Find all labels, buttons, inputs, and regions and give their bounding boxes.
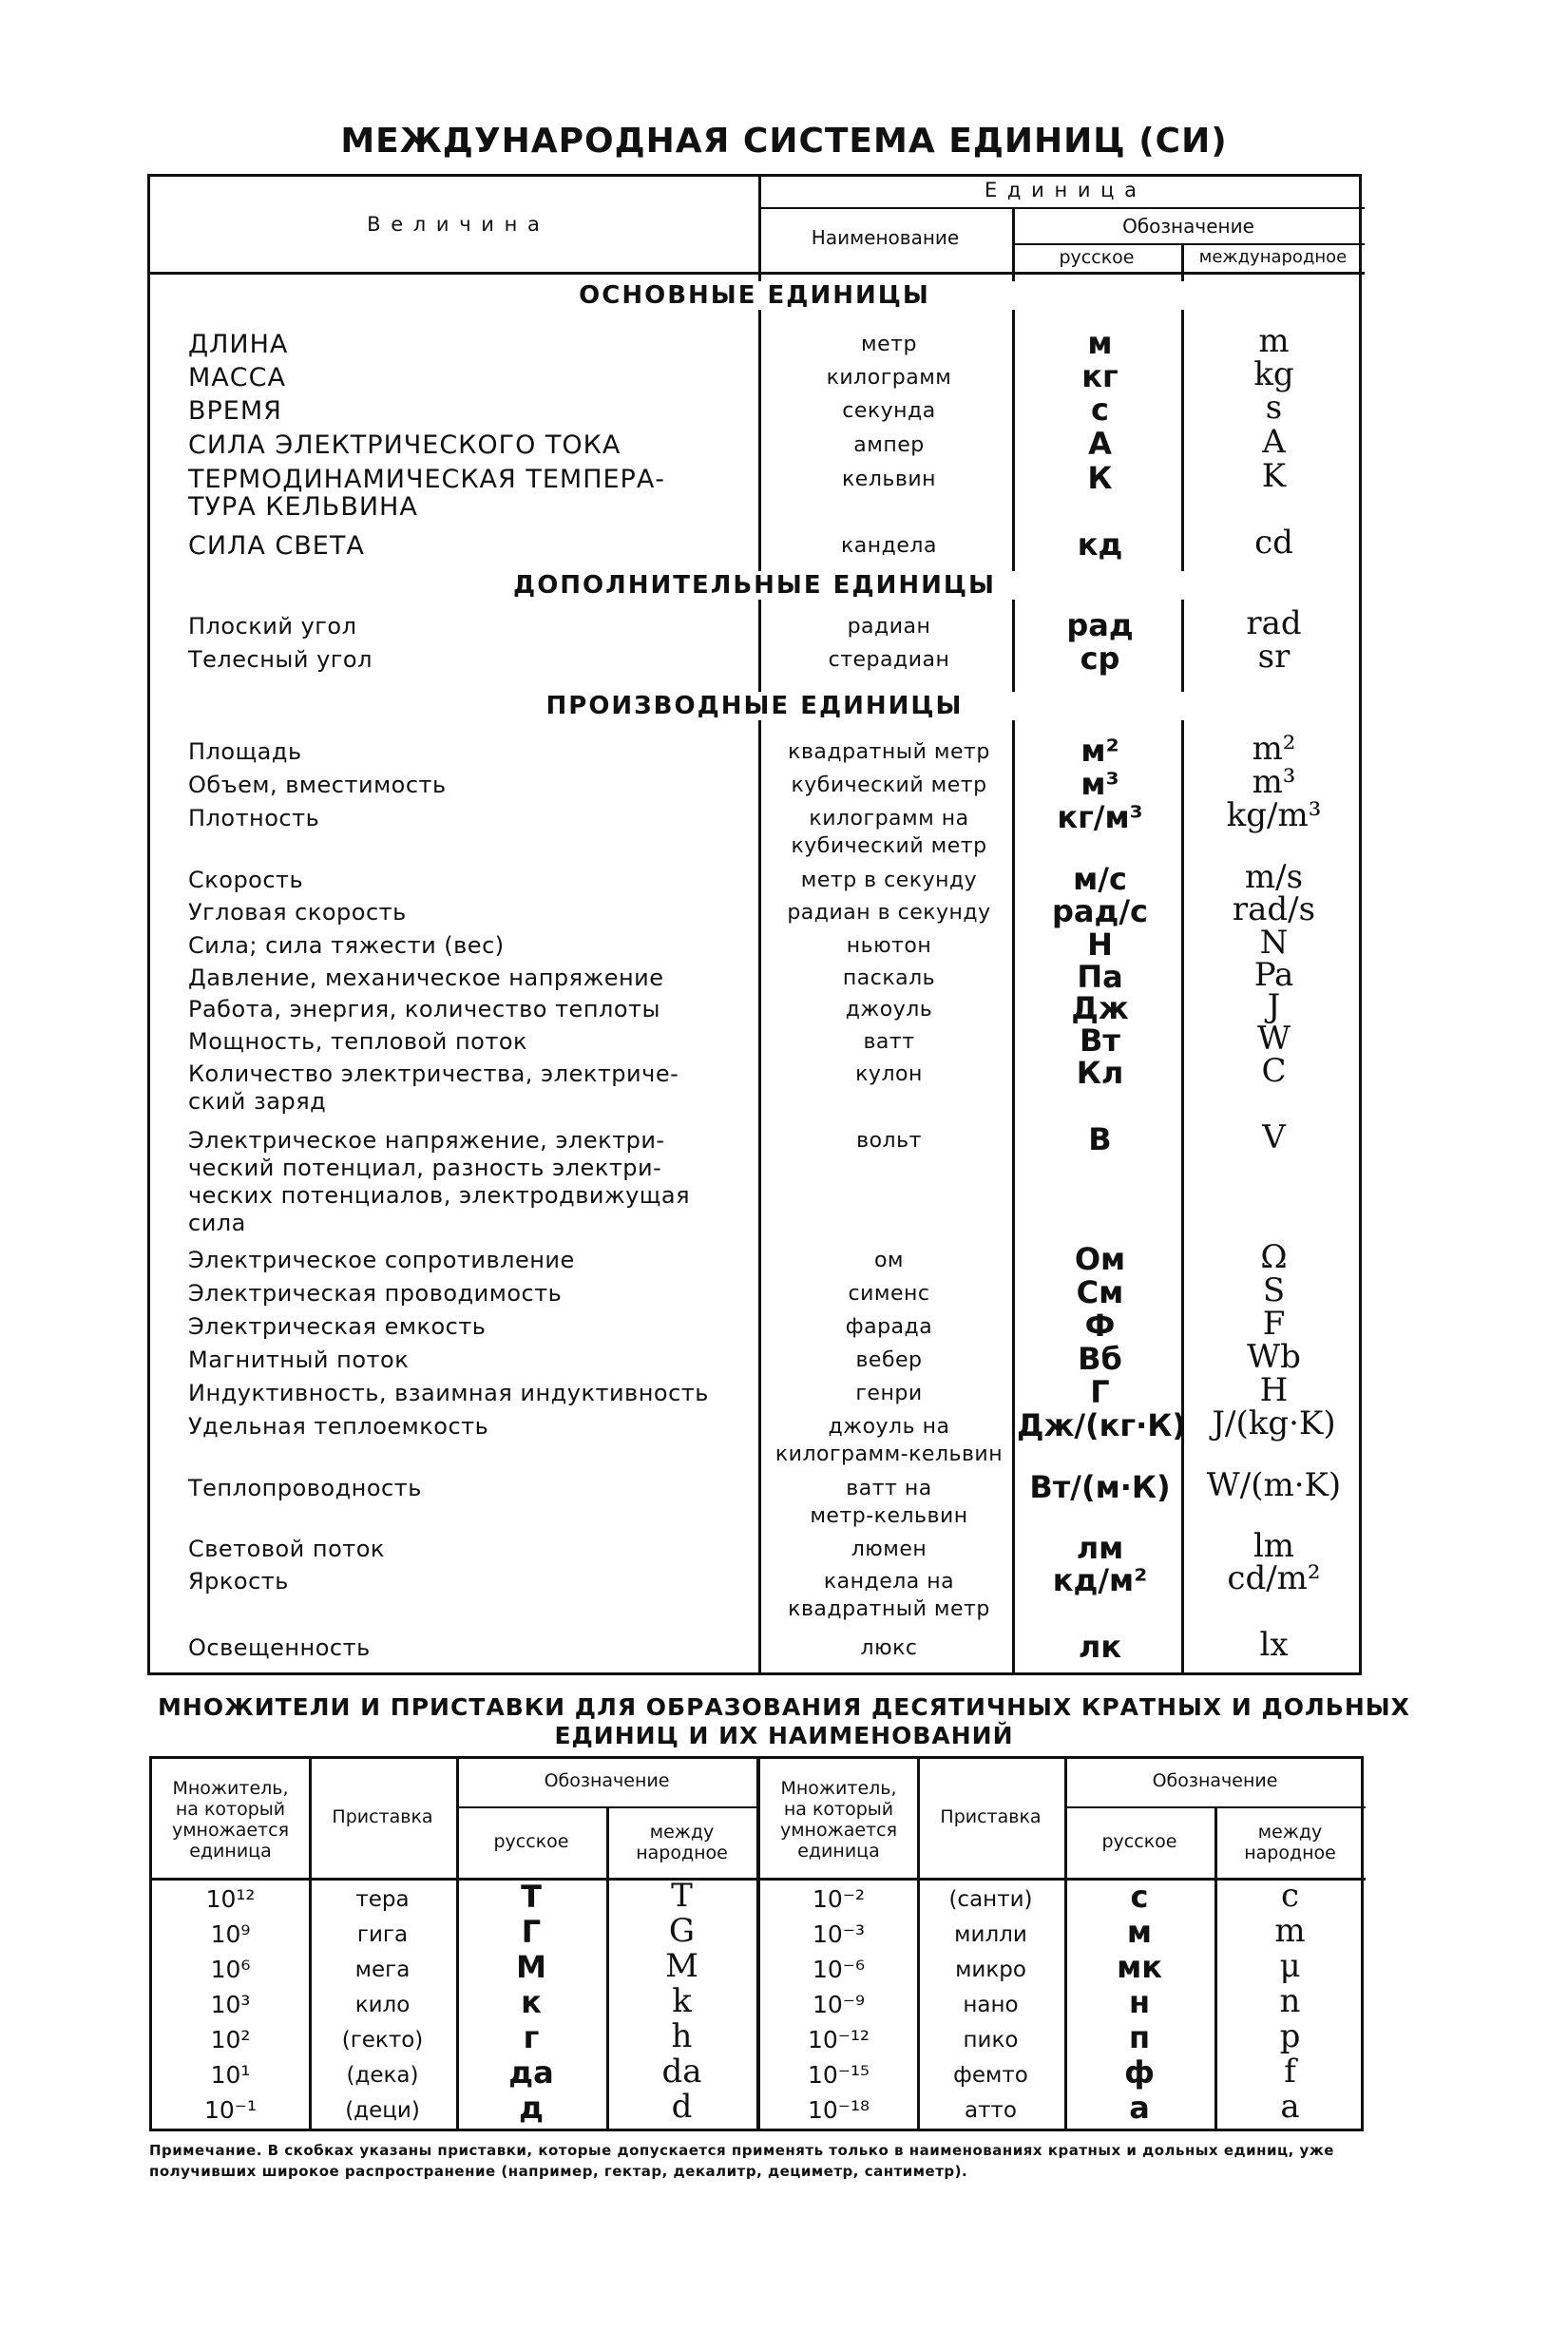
prefix-header-multiplier: Множитель, на который умножается единица	[171, 1778, 290, 1862]
russian-symbol-cell: лм	[1076, 1530, 1124, 1566]
multiplier-cell: 10⁻¹⁵	[807, 2061, 870, 2089]
prefix-header-designation: Обозначение	[544, 1770, 670, 1791]
prefix-cell: гига	[356, 1922, 409, 1947]
header-unit: Е д и н и ц а	[984, 179, 1139, 201]
international-symbol-cell: W	[1257, 1020, 1291, 1058]
russian-symbol-cell: с	[1091, 392, 1109, 428]
international-symbol-cell: C	[1261, 1052, 1287, 1090]
prefix-table	[149, 1756, 1364, 2131]
quantity-cell: Телесный угол	[188, 646, 373, 673]
russian-symbol-cell: Вт	[1080, 1022, 1120, 1059]
international-symbol-cell: N	[1259, 924, 1289, 962]
international-symbol-cell: W/(m·K)	[1206, 1466, 1342, 1504]
prefix-header-international: между народное	[1244, 1822, 1336, 1863]
multiplier-cell: 10⁻²	[812, 1885, 866, 1913]
unit-name-cell: ампер	[853, 433, 925, 457]
prefix-russian-cell: мк	[1117, 1949, 1162, 1985]
russian-symbol-cell: Дж	[1071, 990, 1129, 1026]
international-symbol-cell: m²	[1252, 730, 1296, 768]
quantity-cell: Мощность, тепловой поток	[188, 1028, 527, 1055]
russian-symbol-cell: А	[1088, 426, 1112, 462]
section-heading: ОСНОВНЫЕ ЕДИНИЦЫ	[150, 281, 1359, 310]
unit-name-cell: сименс	[848, 1282, 930, 1306]
prefix-international-cell: T	[671, 1877, 693, 1915]
international-symbol-cell: Ω	[1260, 1238, 1288, 1276]
multiplier-cell: 10⁻¹	[203, 2096, 258, 2124]
unit-name-cell: кулон	[855, 1062, 923, 1086]
si-units-table	[147, 174, 1362, 1675]
section-heading: ДОПОЛНИТЕЛЬНЫЕ ЕДИНИЦЫ	[150, 571, 1359, 600]
prefix-international-cell: c	[1280, 1877, 1300, 1915]
prefix-international-cell: a	[1280, 2088, 1300, 2126]
international-symbol-cell: S	[1262, 1271, 1286, 1309]
prefix-cell: пико	[963, 2028, 1019, 2053]
international-symbol-cell: rad	[1246, 604, 1302, 642]
russian-symbol-cell: м/с	[1073, 861, 1127, 897]
quantity-cell: Освещенность	[188, 1634, 371, 1661]
unit-name-cell: джоуль на килограмм-кельвин	[774, 1415, 1004, 1466]
prefix-cell: кило	[354, 1993, 411, 2017]
prefix-russian-cell: н	[1128, 1984, 1151, 2020]
multiplier-cell: 10⁶	[210, 1956, 251, 1983]
unit-name-cell: метр	[861, 333, 917, 356]
prefix-russian-cell: п	[1128, 2019, 1151, 2055]
prefix-international-cell: d	[671, 2088, 693, 2126]
quantity-cell: Яркость	[188, 1568, 289, 1595]
russian-symbol-cell: рад/с	[1052, 893, 1148, 929]
russian-symbol-cell: рад	[1066, 607, 1134, 643]
header-designation: Обозначение	[1122, 215, 1254, 238]
russian-symbol-cell: м³	[1080, 766, 1119, 802]
international-symbol-cell: Pa	[1253, 956, 1294, 994]
quantity-cell: Давление, механическое напряжение	[188, 964, 664, 991]
divider	[150, 272, 1365, 275]
unit-name-cell: люкс	[860, 1636, 918, 1660]
quantity-cell: Объем, вместимость	[188, 772, 447, 798]
quantity-cell: Индуктивность, взаимная индуктивность	[188, 1380, 709, 1406]
international-symbol-cell: Wb	[1247, 1338, 1301, 1376]
russian-symbol-cell: К	[1087, 460, 1113, 496]
unit-name-cell: квадратный метр	[788, 740, 990, 764]
quantity-cell: Скорость	[188, 867, 304, 893]
prefix-cell: (деци)	[345, 2098, 420, 2123]
multiplier-cell: 10²	[210, 2026, 251, 2053]
multiplier-cell: 10¹	[210, 2061, 251, 2089]
prefix-international-cell: h	[671, 2017, 693, 2055]
international-symbol-cell: V	[1262, 1118, 1286, 1156]
prefix-international-cell: k	[672, 1982, 692, 2020]
prefix-header-prefix: Приставка	[332, 1806, 433, 1827]
quantity-cell: ВРЕМЯ	[188, 396, 282, 426]
unit-name-cell: кандела	[841, 534, 937, 558]
quantity-cell: Электрическое сопротивление	[188, 1247, 575, 1273]
quantity-cell: ТЕРМОДИНАМИЧЕСКАЯ ТЕМПЕРА- ТУРА КЕЛЬВИНА	[188, 465, 666, 522]
russian-symbol-cell: м²	[1080, 733, 1119, 769]
header-international: международное	[1198, 247, 1348, 267]
russian-symbol-cell: кг/м³	[1057, 799, 1143, 835]
international-symbol-cell: sr	[1257, 638, 1291, 676]
international-symbol-cell: lx	[1259, 1626, 1289, 1664]
quantity-cell: Работа, энергия, количество теплоты	[188, 996, 660, 1022]
unit-name-cell: генри	[855, 1382, 923, 1405]
russian-symbol-cell: Вб	[1078, 1341, 1122, 1377]
multiplier-cell: 10⁻⁶	[812, 1956, 866, 1983]
divider	[758, 207, 1365, 209]
multiplier-cell: 10⁻⁹	[812, 1991, 866, 2018]
multiplier-cell: 10⁹	[210, 1920, 251, 1948]
international-symbol-cell: F	[1262, 1305, 1286, 1343]
header-russian: русское	[1059, 247, 1135, 268]
quantity-cell: Световой поток	[188, 1536, 385, 1562]
multiplier-cell: 10³	[210, 1991, 251, 2018]
quantity-cell: Сила; сила тяжести (вес)	[188, 932, 505, 959]
russian-symbol-cell: Кл	[1076, 1055, 1124, 1091]
multiplier-cell: 10¹²	[205, 1885, 256, 1913]
russian-symbol-cell: В	[1088, 1121, 1112, 1157]
prefix-cell: (гекто)	[341, 2028, 424, 2053]
russian-symbol-cell: Ф	[1084, 1308, 1116, 1344]
international-symbol-cell: m/s	[1244, 858, 1304, 896]
unit-name-cell: вебер	[855, 1348, 923, 1372]
prefix-russian-cell: ф	[1124, 2054, 1155, 2091]
prefix-russian-cell: м	[1126, 1914, 1153, 1950]
unit-name-cell: килограмм	[826, 366, 952, 390]
quantity-cell: Теплопроводность	[188, 1475, 422, 1501]
page-title: МЕЖДУНАРОДНАЯ СИСТЕМА ЕДИНИЦ (СИ)	[340, 122, 1228, 161]
unit-name-cell: кельвин	[842, 468, 936, 491]
prefix-russian-cell: с	[1130, 1879, 1149, 1915]
russian-symbol-cell: м	[1087, 325, 1113, 361]
russian-symbol-cell: кд	[1077, 526, 1123, 563]
prefix-header-international: между народное	[636, 1822, 728, 1863]
multiplier-cell: 10⁻³	[812, 1920, 866, 1948]
divider	[1012, 243, 1365, 245]
prefix-cell: (санти)	[948, 1887, 1033, 1912]
prefix-header-prefix: Приставка	[940, 1806, 1042, 1827]
unit-name-cell: радиан в секунду	[787, 901, 991, 925]
russian-symbol-cell: Г	[1090, 1374, 1110, 1410]
multiplier-cell: 10⁻¹²	[807, 2026, 870, 2053]
quantity-cell: Количество электричества, электриче- ский заряд	[188, 1060, 679, 1115]
prefix-russian-cell: а	[1129, 2090, 1150, 2126]
prefix-international-cell: m	[1274, 1912, 1306, 1950]
quantity-cell: Угловая скорость	[188, 899, 407, 926]
unit-name-cell: джоуль	[845, 998, 933, 1022]
prefix-title: МНОЖИТЕЛИ И ПРИСТАВКИ ДЛЯ ОБРАЗОВАНИЯ ДЕСЯТИЧНЫХ КРАТНЫХ И ДОЛЬНЫХ ЕДИНИЦ И ИХ НАИМЕНОВАНИЙ	[158, 1693, 1410, 1749]
quantity-cell: ДЛИНА	[188, 330, 289, 359]
footnote: Примечание. В скобках указаны приставки, которые допускается применять только в наименованиях кратных и дольных единиц, уже получивших широкое распространение (например, гектар, декалитр, дециметр, сантиметр).	[149, 2142, 1334, 2180]
unit-name-cell: ватт на метр-кельвин	[810, 1477, 968, 1528]
international-symbol-cell: s	[1265, 389, 1283, 427]
divider	[456, 1806, 757, 1808]
prefix-header-russian: русское	[493, 1831, 569, 1852]
prefix-international-cell: G	[668, 1912, 696, 1950]
prefix-russian-cell: к	[521, 1984, 542, 2020]
header-name: Наименование	[811, 226, 960, 249]
divider	[152, 1878, 757, 1881]
russian-symbol-cell: Вт/(м·К)	[1029, 1469, 1171, 1505]
prefix-cell: тера	[355, 1887, 410, 1912]
prefix-international-cell: da	[661, 2053, 702, 2091]
prefix-russian-cell: да	[508, 2054, 554, 2091]
multiplier-cell: 10⁻¹⁸	[807, 2096, 870, 2124]
unit-name-cell: кубический метр	[791, 773, 987, 797]
russian-symbol-cell: Ом	[1074, 1241, 1126, 1277]
unit-name-cell: кандела на квадратный метр	[788, 1570, 990, 1621]
prefix-cell: фемто	[953, 2063, 1028, 2088]
prefix-header-designation: Обозначение	[1152, 1770, 1278, 1791]
prefix-cell: микро	[955, 1958, 1026, 1982]
international-symbol-cell: m	[1258, 322, 1290, 360]
russian-symbol-cell: Па	[1077, 959, 1123, 995]
prefix-cell: (дека)	[346, 2063, 419, 2088]
international-symbol-cell: A	[1262, 423, 1286, 461]
quantity-cell: Плотность	[188, 805, 320, 831]
unit-name-cell: стерадиан	[828, 648, 950, 672]
prefix-header-russian: русское	[1101, 1831, 1177, 1852]
unit-name-cell: фарада	[845, 1315, 933, 1339]
divider	[760, 1878, 1366, 1881]
international-symbol-cell: kg	[1253, 355, 1294, 393]
prefix-cell: мега	[354, 1958, 411, 1982]
russian-symbol-cell: См	[1076, 1274, 1124, 1310]
unit-name-cell: паскаль	[842, 966, 936, 990]
unit-name-cell: вольт	[856, 1129, 922, 1153]
unit-name-cell: ом	[873, 1249, 905, 1272]
prefix-international-cell: M	[665, 1947, 698, 1985]
international-symbol-cell: cd/m²	[1227, 1559, 1321, 1597]
quantity-cell: СИЛА СВЕТА	[188, 531, 365, 561]
unit-name-cell: секунда	[842, 399, 936, 423]
quantity-cell: Электрическое напряжение, электри- ческий потенциал, разность электри- ческих потенциалов, электродвижущая сила	[188, 1127, 691, 1236]
quantity-cell: Электрическая емкость	[188, 1313, 487, 1340]
section-heading: ПРОИЗВОДНЫЕ ЕДИНИЦЫ	[150, 692, 1359, 720]
prefix-international-cell: f	[1284, 2053, 1296, 2091]
quantity-cell: Магнитный поток	[188, 1346, 410, 1373]
prefix-cell: милли	[954, 1922, 1027, 1947]
quantity-cell: МАССА	[188, 363, 286, 392]
prefix-cell: атто	[965, 2098, 1017, 2123]
russian-symbol-cell: лк	[1078, 1629, 1122, 1665]
quantity-cell: Плоский угол	[188, 613, 357, 640]
header-quantity: В е л и ч и н а	[367, 213, 542, 236]
quantity-cell: Площадь	[188, 738, 302, 765]
international-symbol-cell: K	[1261, 457, 1287, 495]
unit-name-cell: радиан	[847, 615, 931, 639]
prefix-international-cell: μ	[1279, 1947, 1301, 1985]
prefix-russian-cell: Т	[521, 1879, 542, 1915]
unit-name-cell: ватт	[863, 1030, 915, 1054]
unit-name-cell: метр в секунду	[800, 869, 978, 892]
prefix-cell: нано	[963, 1993, 1019, 2017]
prefix-international-cell: p	[1279, 2017, 1301, 2055]
international-symbol-cell: lm	[1252, 1527, 1295, 1565]
russian-symbol-cell: кд/м²	[1052, 1562, 1148, 1598]
unit-name-cell: килограмм на кубический метр	[791, 807, 987, 858]
unit-name-cell: люмен	[851, 1537, 927, 1561]
prefix-russian-cell: Г	[521, 1914, 542, 1950]
unit-name-cell: ньютон	[846, 934, 932, 958]
international-symbol-cell: cd	[1254, 524, 1293, 562]
russian-symbol-cell: кг	[1081, 358, 1119, 394]
international-symbol-cell: J	[1267, 987, 1281, 1025]
prefix-russian-cell: г	[523, 2019, 540, 2055]
russian-symbol-cell: ср	[1080, 640, 1120, 677]
quantity-cell: Электрическая проводимость	[188, 1280, 563, 1307]
prefix-international-cell: n	[1279, 1982, 1301, 2020]
international-symbol-cell: J/(kg·K)	[1212, 1404, 1336, 1442]
international-symbol-cell: kg/m³	[1226, 796, 1322, 834]
international-symbol-cell: rad/s	[1232, 890, 1316, 928]
russian-symbol-cell: Н	[1087, 926, 1113, 963]
international-symbol-cell: H	[1259, 1371, 1289, 1409]
prefix-russian-cell: М	[516, 1949, 546, 1985]
quantity-cell: СИЛА ЭЛЕКТРИЧЕСКОГО ТОКА	[188, 430, 621, 460]
divider	[1064, 1806, 1366, 1808]
russian-symbol-cell: Дж/(кг·К)	[1017, 1407, 1187, 1443]
prefix-russian-cell: д	[519, 2090, 544, 2126]
prefix-header-multiplier: Множитель, на который умножается единица	[779, 1778, 898, 1862]
international-symbol-cell: m³	[1252, 763, 1296, 801]
quantity-cell: Удельная теплоемкость	[188, 1413, 489, 1440]
